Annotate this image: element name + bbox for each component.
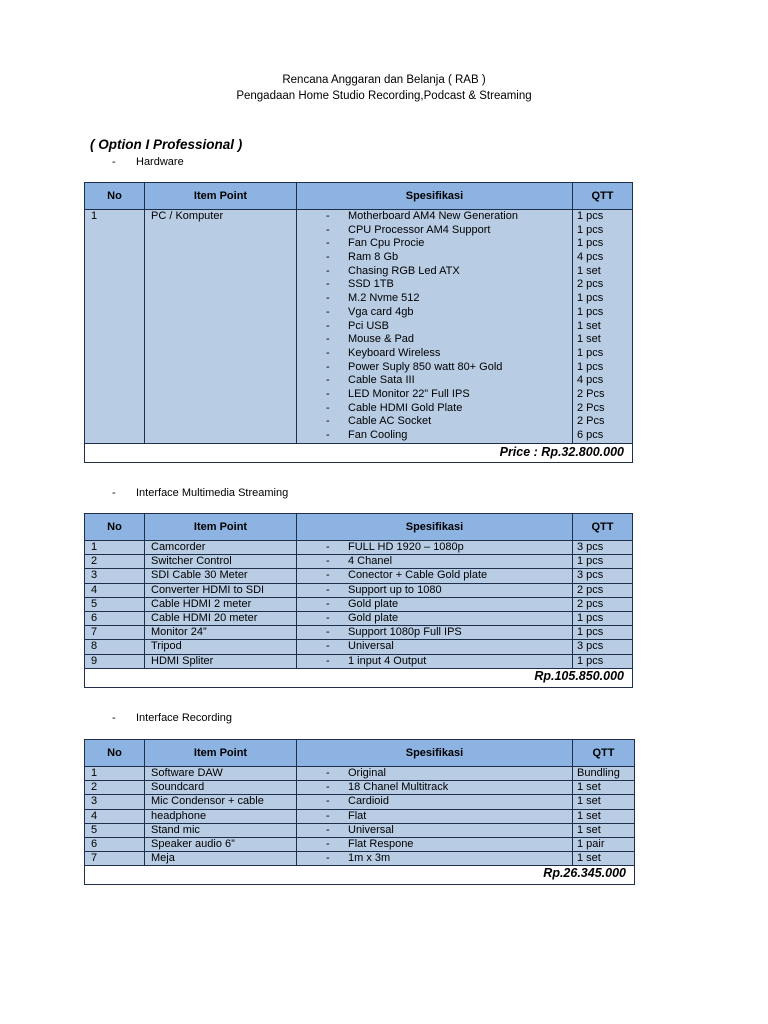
qtt-value: 1 pcs (577, 210, 604, 222)
spec-bullet: - (326, 374, 330, 387)
row-item: Switcher Control (151, 555, 232, 568)
spec-bullet: - (326, 387, 330, 400)
section-price: Rp.105.850.000 (85, 668, 633, 687)
spec-bullet: - (326, 569, 330, 582)
row-number-cell (85, 611, 145, 625)
row-item-cell (145, 541, 297, 555)
price-row (85, 866, 635, 885)
row-qtt-cell (573, 541, 633, 555)
row-item-cell (145, 852, 297, 866)
column-header-spec: Spesifikasi (297, 514, 573, 541)
row-item: headphone (151, 809, 207, 822)
column-header-spec: Spesifikasi (297, 740, 573, 767)
spec-item (297, 374, 572, 388)
spec-text: Mouse & Pad (348, 333, 415, 346)
qtt-list (573, 210, 633, 444)
row-item-cell (145, 654, 297, 668)
row-spec-cell (297, 767, 573, 781)
spec-item (297, 655, 572, 668)
spec-item (297, 210, 572, 224)
row-number: 2 (91, 781, 98, 794)
table-row (85, 611, 633, 625)
qtt-value: 4 pcs (577, 251, 604, 264)
table-row (85, 781, 635, 795)
row-qtt-cell (573, 654, 633, 668)
row-qtt-cell (573, 795, 635, 809)
row-number: 2 (91, 555, 98, 568)
row-number: 1 (91, 541, 98, 553)
qtt-value: 1 set (577, 333, 601, 346)
row-number-cell (85, 781, 145, 795)
section-label-recording (112, 712, 232, 724)
spec-text: 4 Chanel (348, 555, 393, 568)
row-number-cell (85, 837, 145, 851)
spec-item (297, 347, 572, 361)
spec-item (297, 333, 572, 347)
row-qtt-cell (573, 767, 635, 781)
table-row (85, 569, 633, 583)
spec-text: Power Suply 850 watt 80+ Gold (348, 360, 503, 373)
spec-bullet: - (326, 292, 330, 305)
spec-text: FULL HD 1920 – 1080p (348, 541, 464, 553)
spec-bullet: - (326, 346, 330, 359)
row-spec-cell (297, 809, 573, 823)
section-bullet: - (112, 712, 116, 724)
spec-item (297, 838, 572, 851)
qtt-value: 3 pcs (577, 569, 604, 582)
spec-item (297, 415, 572, 429)
spec-bullet: - (326, 319, 330, 332)
row-item: SDI Cable 30 Meter (151, 569, 248, 582)
spec-item (297, 767, 572, 780)
table-row (85, 597, 633, 611)
table-row (85, 795, 635, 809)
column-header-no: No (85, 183, 145, 210)
row-item-cell (145, 640, 297, 654)
spec-text: Cardioid (348, 795, 389, 808)
qtt-value: 6 pcs (577, 429, 604, 441)
row-spec-cell (297, 555, 573, 569)
qtt-value: 1 pcs (577, 223, 604, 236)
row-item-cell (145, 795, 297, 809)
spec-bullet: - (326, 823, 330, 836)
row-spec-cell (297, 823, 573, 837)
row-number: 6 (91, 611, 98, 624)
spec-bullet: - (326, 795, 330, 808)
row-item: Cable HDMI 20 meter (151, 611, 258, 624)
qtt-value: 1 pair (577, 837, 605, 850)
row-item: Cable HDMI 2 meter (151, 597, 252, 610)
spec-bullet: - (326, 237, 330, 250)
spec-text: Fan Cooling (348, 429, 408, 441)
row-number-cell (85, 541, 145, 555)
table-row (85, 654, 633, 668)
spec-item (297, 555, 572, 568)
row-spec-cell (297, 583, 573, 597)
spec-bullet: - (326, 264, 330, 277)
table-row (85, 852, 635, 866)
column-header-no: No (85, 514, 145, 541)
row-item-cell (145, 809, 297, 823)
spec-item (297, 265, 572, 279)
row-item: Tripod (151, 640, 182, 653)
row-spec-cell (297, 837, 573, 851)
spec-item (297, 402, 572, 416)
row-qtt-cell (573, 837, 635, 851)
row-spec-cell (297, 781, 573, 795)
spec-text: Cable Sata III (348, 374, 415, 387)
spec-text: Vga card 4gb (348, 305, 414, 318)
spec-text: Fan Cpu Procie (348, 237, 425, 250)
row-item: Converter HDMI to SDI (151, 583, 265, 596)
spec-item (297, 306, 572, 320)
table-row (85, 555, 633, 569)
spec-bullet: - (326, 852, 330, 865)
qtt-value: 1 pcs (577, 654, 604, 667)
spec-text: Gold plate (348, 597, 399, 610)
spec-bullet: - (326, 654, 330, 667)
row-spec-cell (297, 541, 573, 555)
spec-text: Cable AC Socket (348, 415, 432, 428)
spec-bullet: - (326, 583, 330, 596)
spec-item (297, 626, 572, 639)
row-number: 1 (91, 210, 98, 222)
document-title: Rencana Anggaran dan Belanja ( RAB ) (282, 74, 486, 86)
row-number: 9 (91, 654, 98, 667)
section-price: Rp.26.345.000 (85, 866, 635, 885)
row-number-cell (85, 583, 145, 597)
row-item: Speaker audio 6” (151, 837, 235, 850)
spec-bullet: - (326, 333, 330, 346)
spec-bullet: - (326, 223, 330, 236)
column-header-qtt: QTT (573, 740, 635, 767)
spec-text: Support 1080p Full IPS (348, 626, 462, 639)
qtt-value: 2 Pcs (577, 401, 605, 414)
spec-item (297, 237, 572, 251)
spec-text: Flat Respone (348, 837, 414, 850)
spec-text: Conector + Cable Gold plate (348, 569, 488, 582)
qtt-value: 1 pcs (577, 555, 604, 568)
qtt-value: 3 pcs (577, 640, 604, 653)
spec-text: Chasing RGB Led ATX (348, 264, 460, 277)
qtt-value: 1 pcs (577, 305, 604, 318)
row-number-cell (85, 809, 145, 823)
row-item-cell (145, 767, 297, 781)
spec-text: Cable HDMI Gold Plate (348, 401, 463, 414)
streaming-table (84, 513, 633, 688)
spec-item (297, 292, 572, 306)
row-item-cell (145, 781, 297, 795)
row-item: Monitor 24” (151, 626, 207, 639)
spec-item (297, 224, 572, 238)
section-bullet: - (112, 487, 116, 499)
spec-text: 18 Chanel Multitrack (348, 781, 449, 794)
row-number-cell (85, 654, 145, 668)
spec-text: SSD 1TB (348, 278, 394, 291)
row-item-cell (145, 626, 297, 640)
section-label-text: Interface Recording (136, 712, 232, 724)
row-item-cell (145, 611, 297, 625)
qtt-value: 1 pcs (577, 292, 604, 305)
spec-text: Motherboard AM4 New Generation (348, 210, 518, 222)
spec-text: Ram 8 Gb (348, 251, 399, 264)
row-number-cell (85, 626, 145, 640)
qtt-value: 1 pcs (577, 346, 604, 359)
row-number: 7 (91, 626, 98, 639)
qtt-value: 1 set (577, 852, 601, 865)
table-row (85, 837, 635, 851)
row-spec-cell (297, 795, 573, 809)
row-item: PC / Komputer (151, 210, 224, 222)
qtt-value: 2 Pcs (577, 387, 605, 400)
row-number-cell (85, 823, 145, 837)
option-label: ( Option I Professional ) (90, 137, 243, 152)
spec-text: Original (348, 767, 386, 779)
row-qtt-cell (573, 640, 633, 654)
row-number-cell (85, 795, 145, 809)
spec-bullet: - (326, 278, 330, 291)
qtt-value: Bundling (577, 767, 620, 779)
spec-item (297, 429, 572, 443)
row-qtt-cell (573, 809, 635, 823)
row-number: 3 (91, 795, 98, 808)
spec-item (297, 251, 572, 265)
row-item: Camcorder (151, 541, 206, 553)
row-item: HDMI Spliter (151, 654, 214, 667)
row-number: 4 (91, 583, 98, 596)
spec-text: 1m x 3m (348, 852, 391, 865)
column-header-item: Item Point (145, 183, 297, 210)
row-number-cell (85, 597, 145, 611)
row-number-cell (85, 852, 145, 866)
row-number: 4 (91, 809, 98, 822)
table-row (85, 626, 633, 640)
spec-item (297, 824, 572, 837)
qtt-value: 1 pcs (577, 237, 604, 250)
spec-bullet: - (326, 640, 330, 653)
spec-text: Keyboard Wireless (348, 346, 441, 359)
row-qtt-cell (573, 583, 633, 597)
table-row (85, 583, 633, 597)
row-number-cell (85, 569, 145, 583)
column-header-item: Item Point (145, 514, 297, 541)
row-spec-cell (297, 597, 573, 611)
spec-item (297, 795, 572, 808)
column-header-spec: Spesifikasi (297, 183, 573, 210)
spec-bullet: - (326, 837, 330, 850)
qtt-value: 1 pcs (577, 626, 604, 639)
spec-text: Flat (348, 809, 367, 822)
table-row (85, 823, 635, 837)
spec-item (297, 598, 572, 611)
spec-bullet: - (326, 611, 330, 624)
row-item-cell (145, 569, 297, 583)
spec-text: LED Monitor 22” Full IPS (348, 387, 470, 400)
row-qtt-cell (573, 597, 633, 611)
spec-bullet: - (326, 541, 330, 553)
row-number: 8 (91, 640, 98, 653)
table-row (85, 767, 635, 781)
row-number-cell (85, 767, 145, 781)
spec-item (297, 612, 572, 625)
row-item-cell (145, 597, 297, 611)
qtt-value: 4 pcs (577, 374, 604, 387)
row-qtt-cell (573, 852, 635, 866)
table-row (85, 809, 635, 823)
row-number-cell (85, 640, 145, 654)
row-qtt-cell (573, 611, 633, 625)
spec-bullet: - (326, 415, 330, 428)
row-number: 6 (91, 837, 98, 850)
spec-bullet: - (326, 809, 330, 822)
spec-item (297, 278, 572, 292)
qtt-value: 1 pcs (577, 611, 604, 624)
row-item: Stand mic (151, 823, 200, 836)
row-number: 3 (91, 569, 98, 582)
row-item-cell (145, 583, 297, 597)
qtt-value: 1 set (577, 781, 601, 794)
table-row (85, 210, 633, 444)
row-spec-cell (297, 654, 573, 668)
spec-text: CPU Processor AM4 Support (348, 223, 491, 236)
section-label-text: Interface Multimedia Streaming (136, 487, 289, 499)
spec-item (297, 388, 572, 402)
row-qtt-cell (573, 823, 635, 837)
section-label-streaming (112, 487, 288, 499)
spec-item (297, 810, 572, 823)
spec-item (297, 781, 572, 794)
section-bullet: - (112, 156, 116, 168)
spec-bullet: - (326, 626, 330, 639)
spec-bullet: - (326, 210, 330, 222)
document-subtitle: Pengadaan Home Studio Recording,Podcast & Streaming (236, 90, 532, 102)
qtt-value: 2 pcs (577, 583, 604, 596)
qtt-value: 2 pcs (577, 597, 604, 610)
qtt-value: 1 set (577, 795, 601, 808)
hardware-table (84, 182, 633, 463)
spec-item (297, 320, 572, 334)
row-item-cell (145, 837, 297, 851)
row-qtt-cell (573, 555, 633, 569)
column-header-no: No (85, 740, 145, 767)
spec-bullet: - (326, 251, 330, 264)
column-header-item: Item Point (145, 740, 297, 767)
row-qtt-cell (573, 569, 633, 583)
row-number: 1 (91, 767, 98, 779)
row-item: Soundcard (151, 781, 205, 794)
row-spec-cell (297, 852, 573, 866)
spec-list (297, 210, 573, 444)
table-row (85, 640, 633, 654)
spec-bullet: - (326, 360, 330, 373)
row-qtt-cell (573, 626, 633, 640)
qtt-value: 2 pcs (577, 278, 604, 291)
row-spec-cell (297, 626, 573, 640)
spec-bullet: - (326, 767, 330, 779)
column-header-qtt: QTT (573, 183, 633, 210)
row-item-cell (145, 555, 297, 569)
qtt-value: 3 pcs (577, 541, 604, 553)
row-spec-cell (297, 569, 573, 583)
spec-bullet: - (326, 305, 330, 318)
spec-text: Universal (348, 640, 394, 653)
row-item-cell (145, 823, 297, 837)
spec-bullet: - (326, 781, 330, 794)
spec-text: 1 input 4 Output (348, 654, 427, 667)
price-row (85, 668, 633, 687)
spec-text: Gold plate (348, 611, 399, 624)
row-qtt-cell (573, 781, 635, 795)
qtt-value: 1 pcs (577, 360, 604, 373)
spec-bullet: - (326, 555, 330, 568)
spec-item (297, 852, 572, 865)
spec-item (297, 569, 572, 582)
row-number-cell (85, 555, 145, 569)
row-item: Software DAW (151, 767, 223, 779)
spec-bullet: - (326, 597, 330, 610)
row-number: 5 (91, 823, 98, 836)
qtt-value: 1 set (577, 809, 601, 822)
spec-bullet: - (326, 401, 330, 414)
section-label-text: Hardware (136, 156, 184, 168)
spec-item (297, 361, 572, 375)
row-item: Mic Condensor + cable (151, 795, 264, 808)
spec-item (297, 541, 572, 554)
row-spec-cell (297, 640, 573, 654)
section-price: Price : Rp.32.800.000 (85, 443, 633, 462)
spec-text: Pci USB (348, 319, 389, 332)
spec-text: Support up to 1080 (348, 583, 442, 596)
spec-bullet: - (326, 429, 330, 441)
qtt-value: 1 set (577, 264, 601, 277)
qtt-value: 2 Pcs (577, 415, 605, 428)
column-header-qtt: QTT (573, 514, 633, 541)
row-number: 5 (91, 597, 98, 610)
spec-text: Universal (348, 823, 394, 836)
table-row (85, 541, 633, 555)
spec-item (297, 584, 572, 597)
spec-text: M.2 Nvme 512 (348, 292, 420, 305)
spec-item (297, 640, 572, 653)
section-label-hardware (112, 156, 184, 168)
qtt-value: 1 set (577, 823, 601, 836)
qtt-value: 1 set (577, 319, 601, 332)
recording-table (84, 739, 635, 885)
row-number: 7 (91, 852, 98, 865)
row-spec-cell (297, 611, 573, 625)
row-item: Meja (151, 852, 175, 865)
